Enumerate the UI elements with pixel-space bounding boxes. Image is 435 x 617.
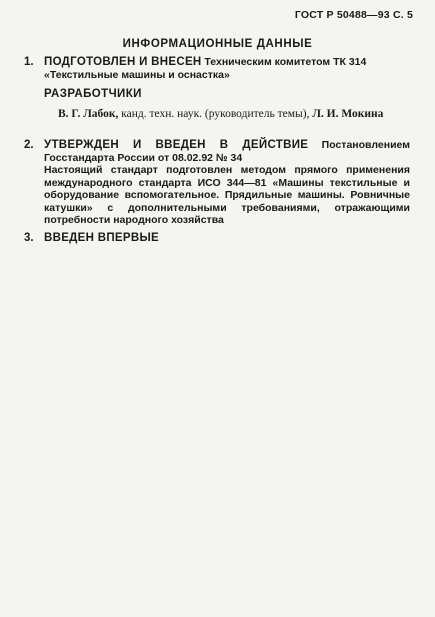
section-1-body (44, 56, 410, 81)
developers-list (58, 108, 410, 121)
section-2-note: Настоящий стандарт подготовлен методом прямого применения международного стандарта ИСО 344—81 «Машины текстильные и оборудование вспомогательное. Прядильные машины. Ровничные катушки» с дополнительными требованиями, отражающими потребности народного хозяйства (44, 164, 410, 226)
developers-heading: РАЗРАБОТЧИКИ (44, 88, 142, 100)
section-2 (24, 139, 410, 164)
section-2-body (44, 139, 410, 164)
section-1 (24, 56, 410, 81)
section-1-text-line1: Техническим комитетом ТК 314 (204, 56, 367, 68)
section-3-number: 3. (24, 232, 34, 244)
page-title: ИНФОРМАЦИОННЫЕ ДАННЫЕ (122, 38, 313, 50)
section-2-heading: УТВЕРЖДЕН И ВВЕДЕН В ДЕЙСТВИЕ (44, 139, 309, 151)
section-3 (24, 232, 410, 245)
developer-1-name: В. Г. Лабок, (58, 108, 119, 120)
section-1-text-line2: «Текстильные машины и оснастка» (44, 68, 230, 81)
section-2-decree: Постановлением Госстандарта России от 08.02.92 № 34 (44, 139, 410, 164)
section-1-number: 1. (24, 56, 34, 68)
developer-1-role: канд. техн. наук. (руководитель темы), (121, 108, 310, 120)
section-2-number: 2. (24, 139, 34, 151)
section-3-body (44, 232, 410, 245)
document-reference: ГОСТ Р 50488—93 С. 5 (294, 9, 413, 21)
section-3-heading: ВВЕДЕН ВПЕРВЫЕ (44, 232, 159, 244)
developer-2-name: Л. И. Мокина (312, 108, 384, 120)
section-1-heading: ПОДГОТОВЛЕН И ВНЕСЕН (44, 56, 202, 68)
